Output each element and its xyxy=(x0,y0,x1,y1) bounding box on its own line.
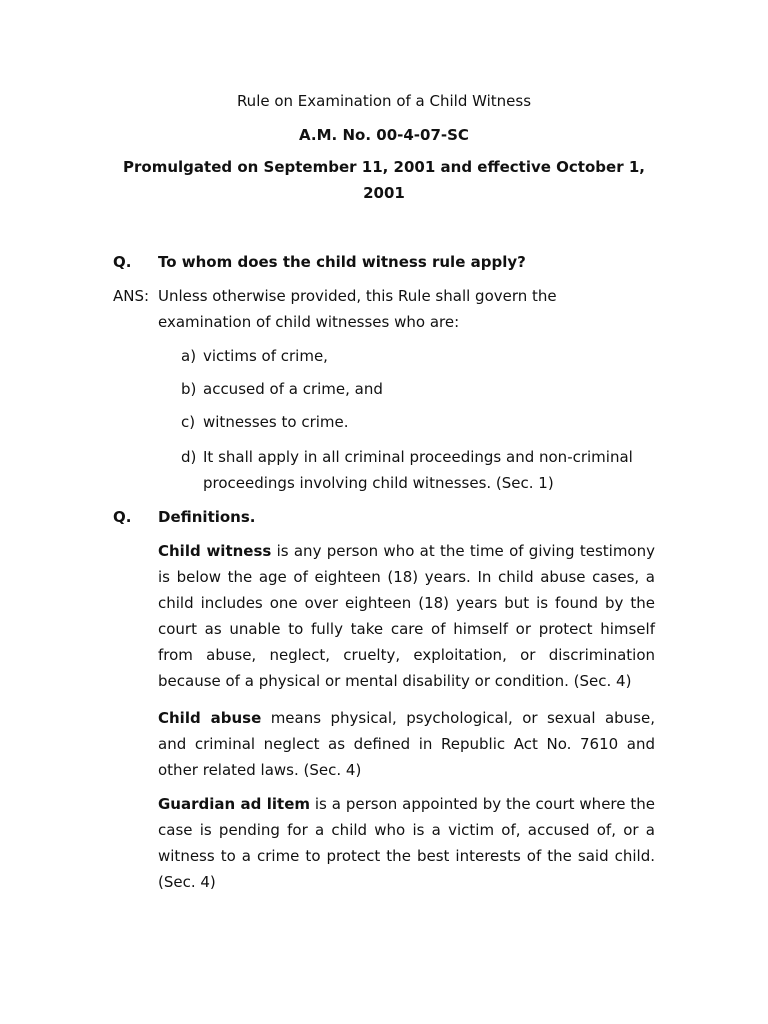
list-item-letter: b) xyxy=(181,380,197,398)
list-item-letter: c) xyxy=(181,413,196,431)
definition-child-witness xyxy=(158,538,655,694)
definition-guardian-ad-litem xyxy=(158,791,655,895)
list-item-text: It shall apply in all criminal proceedings and non-criminal proceedings involving child witnesses. (Sec. 1) xyxy=(203,448,633,492)
definition-text: means physical, psychological, or sexual abuse, and criminal neglect as defined in Republic Act No. 7610 and other related laws. (Sec. 4) xyxy=(158,709,655,779)
definition-text: is any person who at the time of giving testimony is below the age of eighteen (18) years. In child abuse cases, a child includes one over eighteen (18) years but is found by the court as unable to fully take care of himself or protect himself from abuse, neglect, cruelty, exploitation, or discrimination because of a physical or mental disability or condition. (Sec. 4) xyxy=(158,542,655,690)
document-title: Rule on Examination of a Child Witness xyxy=(236,92,532,110)
list-item-letter: a) xyxy=(181,347,197,365)
list-item-text: victims of crime, xyxy=(203,347,328,365)
definition-term: Guardian ad litem xyxy=(158,795,310,813)
question-marker: Q. xyxy=(113,508,132,526)
question-marker: Q. xyxy=(113,253,132,271)
definition-text: is a person appointed by the court where the case is pending for a child who is a victim of, accused of, or a witness to a crime to protect the best interests of the said child. (Sec. 4) xyxy=(158,795,655,891)
definition-term: Child abuse xyxy=(158,709,262,727)
am-number: A.M. No. 00-4-07-SC xyxy=(299,126,469,144)
definition-child-abuse xyxy=(158,705,655,783)
definition-term: Child witness xyxy=(158,542,272,560)
question-text: Definitions. xyxy=(158,508,256,526)
promulgation-date: Promulgated on September 11, 2001 and effective October 1, 2001 xyxy=(123,158,645,202)
question-text: To whom does the child witness rule apply? xyxy=(158,253,526,271)
answer-label: ANS: xyxy=(113,287,150,305)
list-item-text: accused of a crime, and xyxy=(203,380,383,398)
list-item-letter: d) xyxy=(181,448,197,466)
answer-text: Unless otherwise provided, this Rule shall govern the examination of child witnesses who are: xyxy=(158,287,557,331)
list-item-text: witnesses to crime. xyxy=(203,413,349,431)
